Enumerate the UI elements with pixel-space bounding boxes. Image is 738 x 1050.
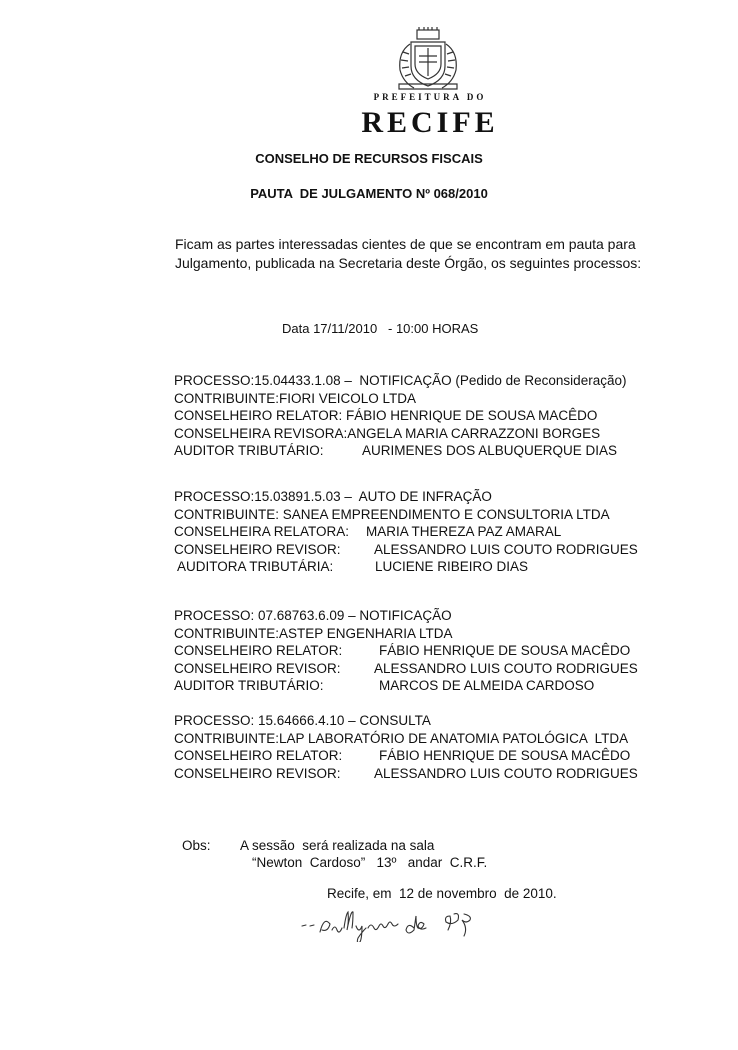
city-name: RECIFE — [361, 106, 499, 139]
place-and-date: Recife, em 12 de novembro de 2010. — [327, 886, 557, 901]
obs-label: Obs: — [182, 838, 211, 853]
handwritten-signature — [298, 908, 528, 942]
obs-line-1: A sessão será realizada na sala — [240, 838, 435, 853]
prefeitura-crest-logo — [393, 26, 463, 92]
council-heading: CONSELHO DE RECURSOS FISCAIS — [255, 151, 483, 166]
intro-paragraph: Ficam as partes interessadas cientes de que se encontram em pauta para Julgamento, publicada na Secretaria deste Órgão, os seguintes processos: — [175, 236, 642, 271]
obs-line-2: “Newton Cardoso” 13º andar C.R.F. — [252, 855, 488, 870]
prefeitura-label: PREFEITURA DO — [373, 92, 487, 102]
pauta-heading: PAUTA DE JULGAMENTO Nº 068/2010 — [250, 186, 488, 201]
session-date: Data 17/11/2010 - 10:00 HORAS — [282, 321, 479, 336]
